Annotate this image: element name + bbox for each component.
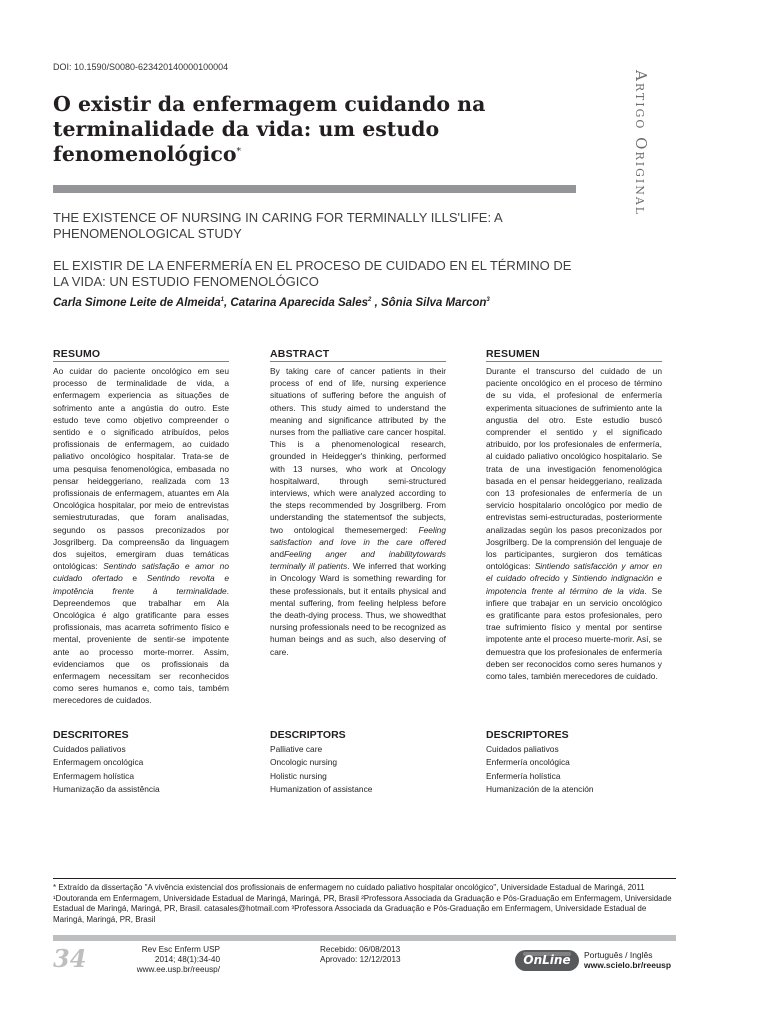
keyword-item: Enfermería holística bbox=[486, 770, 561, 781]
languages: Português / Inglês bbox=[584, 950, 653, 960]
text-run: Ao cuidar do paciente oncológico em seu processo de terminalidade de vida, a enfermagem experiencia as situações de sofrimento ante a angústia do outro. Este estudo teve como objetivo compreender o sentido e o significado atribuídos, pelos profissionais de enfermagem, ao cuidado paliativo oncológico hospitalar. Trata-se de uma pesquisa fenomenológica, embasada no pensar heideggeriano, realizada com 13 profissionais de enfermagem, atuantes em Ala Oncológica hospitalar, por meio de entrevistas semiestruturadas, que foram analisadas, segundo os passos preconizados por Josgrilberg. Da compreensão da linguagem dos sujeitos, emergiram duas temáticas ontológicas: bbox=[53, 366, 229, 572]
resumo-text bbox=[53, 365, 229, 707]
resumen-column bbox=[486, 348, 662, 682]
journal-name: Rev Esc Enferm USP bbox=[141, 945, 220, 954]
doi: DOI: 10.1590/S0080-623420140000100004 bbox=[53, 62, 229, 72]
footnote-rule bbox=[53, 878, 676, 879]
descriptores-heading: DESCRIPTORES bbox=[486, 729, 569, 741]
descriptors-block bbox=[270, 729, 446, 796]
title-spanish: EL EXISTIR DE LA ENFERMERÍA EN EL PROCESO DE CUIDADO EN EL TÉRMINO DE LA VIDA: UN ESTUDIO FENOMENOLÓGICO bbox=[53, 258, 572, 289]
keyword-item: Humanização da assistência bbox=[53, 783, 160, 794]
author-affiliation-marker: 2 bbox=[368, 297, 372, 303]
text-run: . Se infiere que trabajar en un servicio oncológico es gratificante para estos profesionales, pero trae sufrimiento físico y mental por sentirse impotente ante el proceso muerte-morir. Así, se demuestra que los profesionales de enfermería deben ser reconocidos como seres humanos y como tales, también merecedores de cuidado. bbox=[486, 585, 662, 682]
title-english: THE EXISTENCE OF NURSING IN CARING FOR TERMINALLY ILLS'LIFE: A PHENOMENOLOGICAL STUDY bbox=[53, 210, 502, 241]
title-text: O existir da enfermagem cuidando na terminalidade da vida: um estudo fenomenológico bbox=[53, 92, 486, 166]
resumo-column bbox=[53, 348, 229, 707]
footnote-origin: * Extraído da dissertação "A vivência existencial dos profissionais de enfermagem no cuidado paliativo hospitalar oncológico", Universidade Estadual de Maringá, 2011 bbox=[53, 883, 645, 892]
text-run: . We inferred that working in Oncology Ward is something rewarding for these professionals, but it entails physical and mental suffering, from feeling helpless before the death-dying process. Thus, we showedthat nursing professionals need to be recognized as human beings and as such, also deserving of care. bbox=[270, 561, 446, 657]
journal-citation bbox=[120, 945, 220, 975]
italic-run: Feeling anger and inabilitytowards terminally ill patients bbox=[270, 549, 446, 572]
keyword-item: Cuidados paliativos bbox=[53, 744, 126, 754]
title-rule bbox=[53, 185, 576, 193]
author-name: Carla Simone Leite de Almeida bbox=[53, 297, 221, 309]
online-logo: OnLine bbox=[515, 950, 579, 971]
author-separator: , bbox=[371, 297, 381, 309]
keyword-item: Cuidados paliativos bbox=[486, 744, 559, 754]
footnote bbox=[53, 883, 678, 925]
approved-date: Aprovado: 12/12/2013 bbox=[320, 955, 401, 964]
author-name: Sônia Silva Marcon bbox=[380, 297, 487, 309]
descriptores-list bbox=[486, 743, 662, 796]
resumen-text bbox=[486, 365, 662, 682]
footnote-affiliations: ¹Doutoranda em Enfermagem, Universidade Estadual de Maringá, Maringá, PR, Brasil ²Professora Associada da Graduação e Pós-Graduação em Enfermagem, Universidade Estadual de Maringá, Maringá, PR, Brasil. catasales@hotmail.com ³Professora Associada da Graduação e Pós-Graduação em Enfermagem, Universidade Estadual de Maringá, Maringá, PR, Brasil bbox=[53, 893, 672, 924]
keyword-item: Humanización de la atención bbox=[486, 783, 594, 794]
text-run: Durante el transcurso del cuidado de un paciente oncológico en el proceso de término de su vida, el profesional de enfermería experimenta situaciones de sufrimiento ante la angustia del otro. Este estudio buscó comprender el sentido y el significado atribuido, por los profesionales de enfermería, al cuidado paliativo oncológico hospitalario. Se trata de una investigación fenomenológica basada en el pensar heideggeriano, realizada con 13 profesionales de enfermería de un servicio hospitalario oncológico por medio de entrevistas semi-estructuradas, posteriormente analizadas según los pasos preconizados por Josgrilberg. De la comprensión del lenguaje de los participantes, surgieron dos temáticas ontológicas: bbox=[486, 366, 662, 572]
text-run: and bbox=[270, 549, 284, 560]
author-name: Catarina Aparecida Sales bbox=[230, 297, 369, 309]
resumen-heading: RESUMEN bbox=[486, 348, 662, 362]
keyword-item: Enfermagem oncológica bbox=[53, 757, 144, 768]
keyword-item: Humanization of assistance bbox=[270, 783, 373, 794]
abstract-heading: ABSTRACT bbox=[270, 348, 446, 362]
text-run: y bbox=[559, 573, 572, 584]
italic-run: Sintiendo indignación e impotencia frente al término de la vida bbox=[486, 573, 663, 596]
italic-run: Sintiendo satisfacción y amor en el cuidado ofrecido bbox=[486, 561, 662, 584]
page-number: 34 bbox=[53, 944, 87, 973]
scielo-url[interactable]: www.scielo.br/reeusp bbox=[584, 960, 672, 970]
descriptors-heading: DESCRIPTORS bbox=[270, 729, 346, 741]
language-info bbox=[584, 950, 671, 970]
resumo-heading: RESUMO bbox=[53, 348, 229, 362]
authors bbox=[53, 297, 613, 309]
author-separator: , bbox=[224, 297, 231, 309]
journal-url[interactable]: www.ee.usp.br/reeusp/ bbox=[136, 965, 220, 974]
side-label-text: Artigo Original bbox=[632, 70, 650, 217]
article-title bbox=[53, 92, 553, 167]
author-affiliation-marker: 1 bbox=[220, 297, 224, 303]
abstract-text bbox=[270, 365, 446, 658]
submission-dates bbox=[320, 945, 401, 965]
text-run: By taking care of cancer patients in their process of end of life, nursing experience situations of suffering before the anguish of others. This study aimed to understand the meaning and significance attributed by the nurses from the palliative care cancer hospital. This is a phenomenological research, grounded in Heidegger's thinking, performed with 13 nurses, who work at Oncology hospitalward, through semi-structured interviews, which were analyzed according to the steps recommended by Josgrilberg. From understanding the statementsof the subjects, two ontological themesemerged: bbox=[270, 366, 446, 535]
descritores-heading: DESCRITORES bbox=[53, 729, 129, 741]
keyword-item: Enfermagem holística bbox=[53, 770, 134, 781]
text-run: e bbox=[122, 573, 147, 584]
descritores-block bbox=[53, 729, 229, 796]
received-date: Recebido: 06/08/2013 bbox=[320, 945, 401, 954]
keyword-item: Palliative care bbox=[270, 744, 323, 754]
abstract-column bbox=[270, 348, 446, 658]
keyword-item: Oncologic nursing bbox=[270, 757, 338, 768]
descritores-list bbox=[53, 743, 229, 796]
footer-bar bbox=[53, 935, 676, 941]
section-side-label bbox=[632, 70, 690, 245]
author-affiliation-marker: 3 bbox=[486, 297, 490, 303]
italic-run: Sentindo satisfação e amor no cuidado ofertado bbox=[53, 561, 229, 584]
italic-run: Sentindo revolta e impotência frente à terminalidade bbox=[53, 573, 229, 596]
keyword-item: Enfermería oncológica bbox=[486, 757, 570, 768]
keyword-item: Holistic nursing bbox=[270, 770, 327, 781]
italic-run: Feeling satisfaction and love in the care offered bbox=[270, 524, 446, 547]
title-footnote-marker: * bbox=[236, 147, 241, 157]
text-run: . Depreendemos que trabalhar em Ala Oncológica é algo gratificante para esses profissionais, mas acarreta sofrimento físico e mental, proveniente de sentir-se impotente ante ao processo morte-morrer. Assim, evidenciamos que os profissionais da enfermagem necessitam ser reconhecidos como seres humanos e, como tais, também merecedores de cuidados. bbox=[53, 585, 229, 706]
journal-volume: 2014; 48(1):34-40 bbox=[154, 955, 220, 964]
descriptors-list bbox=[270, 743, 446, 796]
descriptores-block bbox=[486, 729, 662, 796]
